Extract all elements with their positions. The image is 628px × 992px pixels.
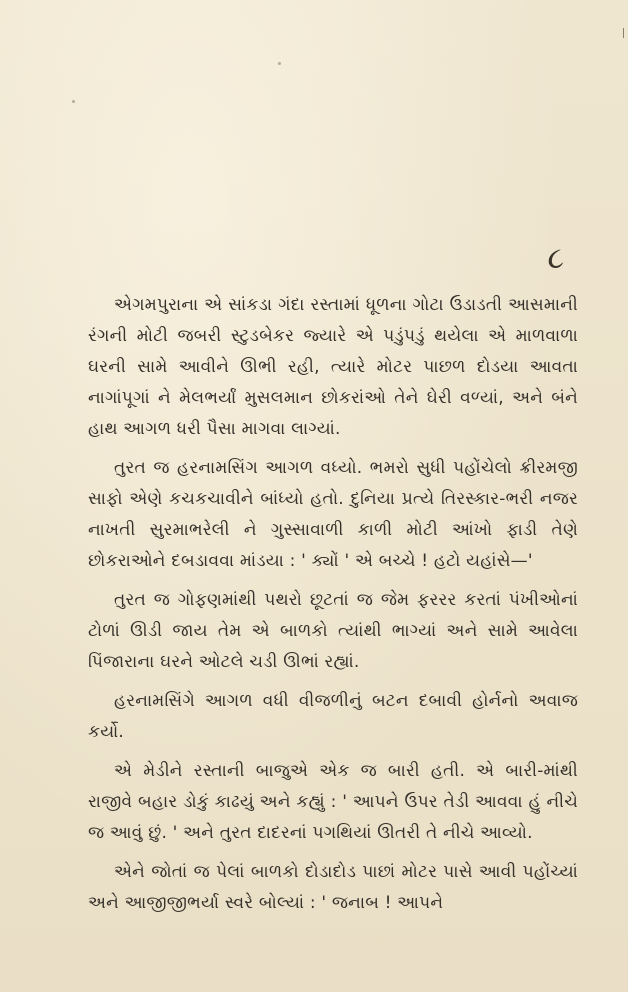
paper-speck bbox=[278, 62, 281, 65]
body-text bbox=[88, 290, 578, 927]
paper-speck bbox=[72, 100, 75, 103]
page-edge-mark bbox=[620, 28, 624, 38]
paragraph: હરનામસિંગે આગળ વધી વીજળીનું બટન દબાવી હોર્નનો અવાજ કર્યો. bbox=[88, 691, 578, 742]
paragraph: એગમપુરાના એ સાંકડા ગંદા રસ્તામાં ધૂળના ગોટા ઉડાડતી આસમાની રંગની મોટી જબરી સ્ટુડબેકર જ્યારે એ પડુંપડું થયેલા એ માળવાળા ઘરની સામે આવીને ઊભી રહી, ત્યારે મોટર પાછળ દોડયા આવતા નાગાંપૂગાં ને મેલભર્યાં મુસલમાન છોકરાંઓ તેને ઘેરી વળ્યાં, અને બંને હાથ આગળ ધરી પૈસા માગવા લાગ્યાં. bbox=[88, 295, 578, 439]
paragraph: એને જોતાં જ પેલાં બાળકો દોડાદોડ પાછાં મોટર પાસે આવી પહોંચ્યાં અને આજીજીભર્યા સ્વરે બોલ્યાં : ' જનાબ ! આપને bbox=[88, 862, 578, 913]
paragraph: તુરત જ ગોફણમાંથી પથરો છૂટતાં જ જેમ ફરરર કરતાં પંખીઓનાં ટોળાં ઊડી જાય તેમ એ બાળકો ત્યાંથી ભાગ્યાં અને સામે આવેલા પિંજારાના ઘરને ઓટલે ચડી ઊભાં રહ્યાં. bbox=[88, 590, 578, 672]
chapter-number: ૮ bbox=[547, 241, 564, 276]
paragraph: એ મેડીને રસ્તાની બાજુએ એક જ બારી હતી. એ બારી-માંથી રાજીવે બહાર ડોકું કાઢયું અને કહ્યું : ' આપને ઉપર તેડી આવવા હું નીચે જ આવું છું. ' અને તુરત દાદરનાં પગથિયાં ઊતરી તે નીચે આવ્યો. bbox=[88, 761, 578, 843]
paragraph: તુરત જ હરનામસિંગ આગળ વધ્યો. ભમરો સુધી પહોંચેલો ક્રીરમજી સાફો એણે કચકચાવીને બાંધ્યો હતો. દુનિયા પ્રત્યે તિરસ્કાર-ભરી નજર નાખતી સુરમાભરેલી ને ગુસ્સાવાળી કાળી મોટી આંખો ફાડી તેણે છોકરાઓને દબડાવવા માંડયા : ' ક્યોં ' એ બચ્ચે ! હટો યહાંસે—' bbox=[88, 458, 578, 571]
